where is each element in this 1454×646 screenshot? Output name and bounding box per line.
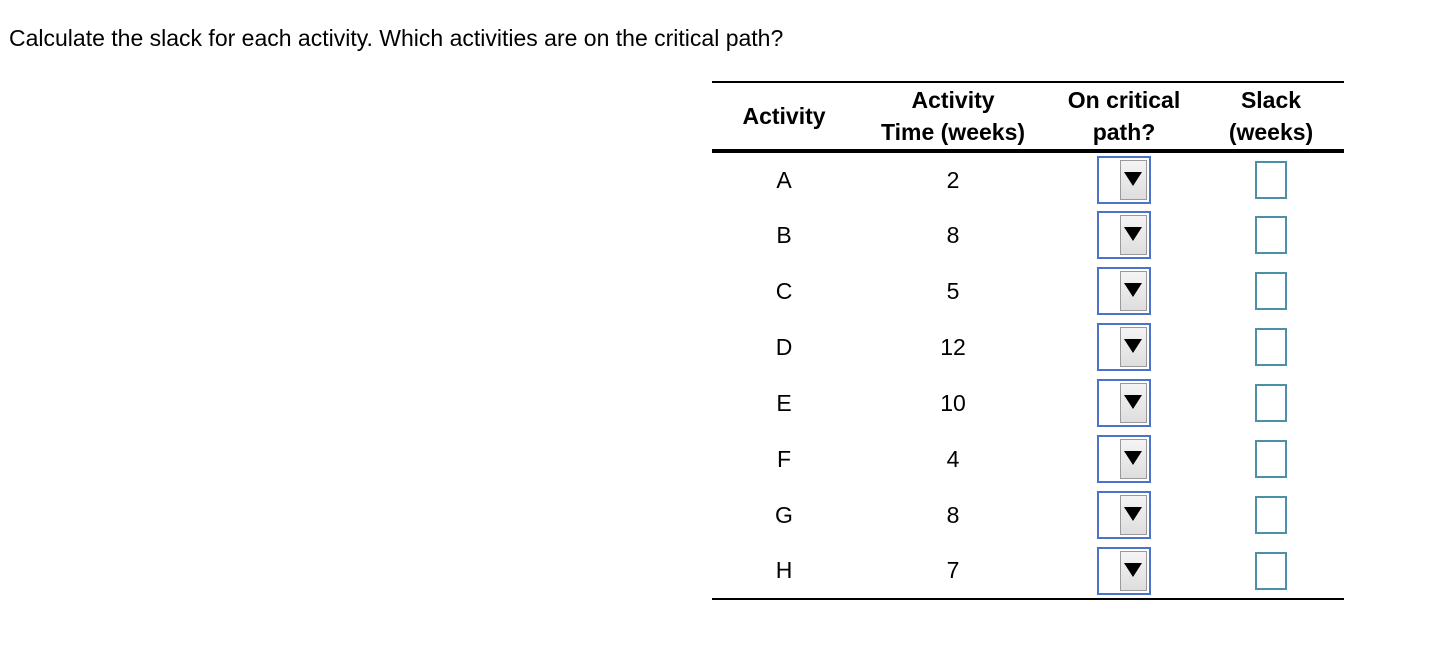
critical-path-cell: [1050, 263, 1198, 319]
header-activity-time-line1: Activity: [911, 87, 995, 113]
header-activity-time-line2: Time (weeks): [880, 119, 1026, 145]
header-activity: [712, 82, 856, 151]
activity-cell: F: [776, 445, 792, 472]
activity-time-cell: 5: [946, 277, 960, 304]
header-slack: [1198, 82, 1344, 151]
critical-path-cell: [1050, 431, 1198, 487]
activity-time-cell: 12: [940, 333, 966, 360]
critical-path-cell: [1050, 543, 1198, 599]
table-row: [712, 263, 1344, 319]
activity-cell: C: [775, 277, 793, 304]
slack-cell: [1198, 375, 1344, 431]
critical-path-dropdown[interactable]: [1097, 379, 1151, 427]
chevron-down-icon[interactable]: [1120, 439, 1147, 479]
slack-input[interactable]: [1255, 216, 1287, 254]
activity-cell: H: [712, 543, 856, 599]
slack-cell: [1198, 207, 1344, 263]
critical-path-dropdown[interactable]: [1097, 323, 1151, 371]
critical-path-cell: [1050, 487, 1198, 543]
critical-path-cell: [1050, 151, 1198, 207]
header-slack-line2: (weeks): [1228, 119, 1314, 145]
slack-cell: [1198, 543, 1344, 599]
table-row: [712, 375, 1344, 431]
question-text: Calculate the slack for each activity. Which activities are on the critical path?: [9, 25, 784, 51]
slack-cell: [1198, 487, 1344, 543]
table-row: [712, 151, 1344, 207]
activity-cell: A: [776, 166, 792, 193]
slack-cell: [1198, 151, 1344, 207]
table-row: [712, 207, 1344, 263]
table-row: [712, 487, 1344, 543]
slack-input[interactable]: [1255, 328, 1287, 366]
activity-cell: E: [776, 389, 792, 416]
critical-path-cell: [1050, 375, 1198, 431]
chevron-down-icon[interactable]: [1120, 327, 1147, 367]
chevron-down-icon[interactable]: [1120, 551, 1147, 591]
table-body: [712, 151, 1344, 599]
activity-cell: B: [776, 221, 792, 248]
activity-time-cell: 2: [946, 166, 960, 193]
table-row: [712, 319, 1344, 375]
chevron-down-icon[interactable]: [1120, 383, 1147, 423]
slack-input[interactable]: [1255, 552, 1287, 590]
header-critical-path: [1050, 82, 1198, 151]
critical-path-dropdown[interactable]: [1097, 267, 1151, 315]
critical-path-cell: [1050, 207, 1198, 263]
header-critical-path-line2: path?: [1092, 119, 1156, 145]
table-row: [712, 543, 1344, 599]
slack-input[interactable]: [1255, 384, 1287, 422]
table-row: [712, 431, 1344, 487]
activity-time-cell: 8: [946, 221, 960, 248]
slack-input[interactable]: [1255, 440, 1287, 478]
critical-path-dropdown[interactable]: [1097, 211, 1151, 259]
slack-cell: [1198, 319, 1344, 375]
critical-path-dropdown[interactable]: [1097, 547, 1151, 595]
activity-cell: D: [775, 333, 793, 360]
slack-cell: [1198, 263, 1344, 319]
slack-input[interactable]: [1255, 161, 1287, 199]
activity-time-cell: 4: [946, 445, 960, 472]
chevron-down-icon[interactable]: [1120, 271, 1147, 311]
activity-time-cell: 7: [856, 543, 1050, 599]
critical-path-cell: [1050, 319, 1198, 375]
slack-input[interactable]: [1255, 272, 1287, 310]
activity-table-container: [712, 81, 1344, 600]
chevron-down-icon[interactable]: [1120, 160, 1147, 200]
activity-cell: G: [775, 501, 793, 528]
activity-time-cell: 10: [940, 389, 966, 416]
activity-table: [712, 81, 1344, 600]
chevron-down-icon[interactable]: [1120, 495, 1147, 535]
header-activity-label: Activity: [742, 103, 826, 129]
slack-cell: [1198, 431, 1344, 487]
slack-input[interactable]: [1255, 496, 1287, 534]
table-header-row: [712, 82, 1344, 151]
critical-path-dropdown[interactable]: [1097, 491, 1151, 539]
critical-path-dropdown[interactable]: [1097, 156, 1151, 204]
header-critical-path-line1: On critical: [1067, 87, 1181, 113]
critical-path-dropdown[interactable]: [1097, 435, 1151, 483]
header-slack-line1: Slack: [1240, 87, 1302, 113]
header-activity-time: [856, 82, 1050, 151]
chevron-down-icon[interactable]: [1120, 215, 1147, 255]
activity-time-cell: 8: [946, 501, 960, 528]
